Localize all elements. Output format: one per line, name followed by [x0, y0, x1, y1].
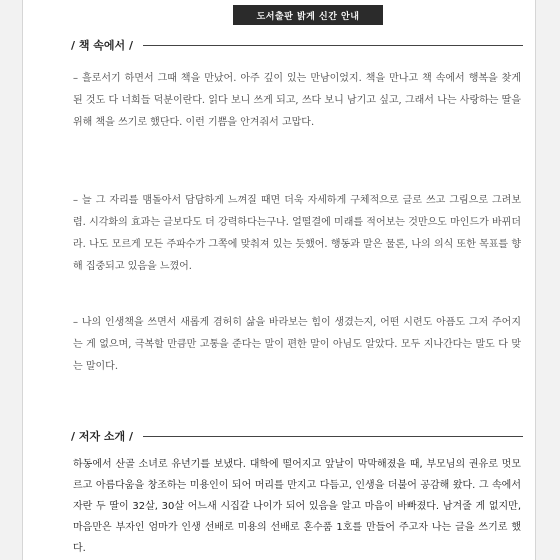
book-excerpt-2: – 늘 그 자리를 맴돌아서 담담하게 느껴질 때면 더욱 자세하게 구체적으로 글로 쓰고 그림으로 그려보렴. 시각화의 효과는 글보다도 더 강력하다는구나. 얼떨결에 미래를 적어보는 것만으도 마인드가 바뀌더라. 나도 모르게 모든 주파수가 그쪽에 맞춰져 있는 듯했어. 행동과 말은 물론, 나의 의식 또한 목표를 향해 집중되고 있음을 느꼈어. — [73, 195, 521, 272]
book-section-header — [71, 37, 523, 53]
book-section-heading: / 책 속에서 / — [71, 39, 134, 52]
author-bio: 하동에서 산골 소녀로 유년기를 보냈다. 대학에 떨어지고 앞날이 막막해졌을 때, 부모님의 권유로 멋모르고 아름다움을 창조하는 미용인이 되어 머리를 만지고 다듬고, 인생을 더불어 공감해 왔다. 그 속에서 자란 두 딸이 32살, 30살 어느새 시집갈 나이가 되어 있음을 알고 마음이 바빠졌다. 남겨줄 게 없지만, 마음만은 부자인 엄마가 인생 선배로 미용의 선배로 혼수품 1호를 만들어 주고자 나는 글을 쓰기로 했다. — [73, 459, 521, 554]
author-section-header — [71, 428, 523, 444]
book-excerpt-3: – 나의 인생책을 쓰면서 새롭게 겸허히 삶을 바라보는 힘이 생겼는지, 어떤 시련도 아픔도 그저 주어지는 게 없으며, 극복할 만큼만 고통을 준다는 말이 편한 말이 아님도 알았다. 모두 지나간다는 말도 다 맞는 말이다. — [73, 317, 521, 372]
book-excerpt-1: – 흘로서기 하면서 그때 책을 만났어. 아주 깊이 있는 만남이었지. 책을 만나고 책 속에서 행복을 찾게 된 것도 다 너희들 덕분이란다. 읽다 보니 쓰게 되고, 쓰다 보니 남기고 싶고, 그래서 나는 사랑하는 딸을 위해 책을 쓰기로 했단다. 이런 기쁨을 안겨줘서 고맙다. — [73, 73, 521, 128]
author-section-heading: / 저자 소개 / — [71, 430, 134, 443]
section-divider — [143, 436, 523, 437]
section-divider — [143, 45, 523, 46]
publisher-banner: 도서출판 밝게 신간 안내 — [233, 5, 383, 25]
page — [22, 0, 536, 560]
